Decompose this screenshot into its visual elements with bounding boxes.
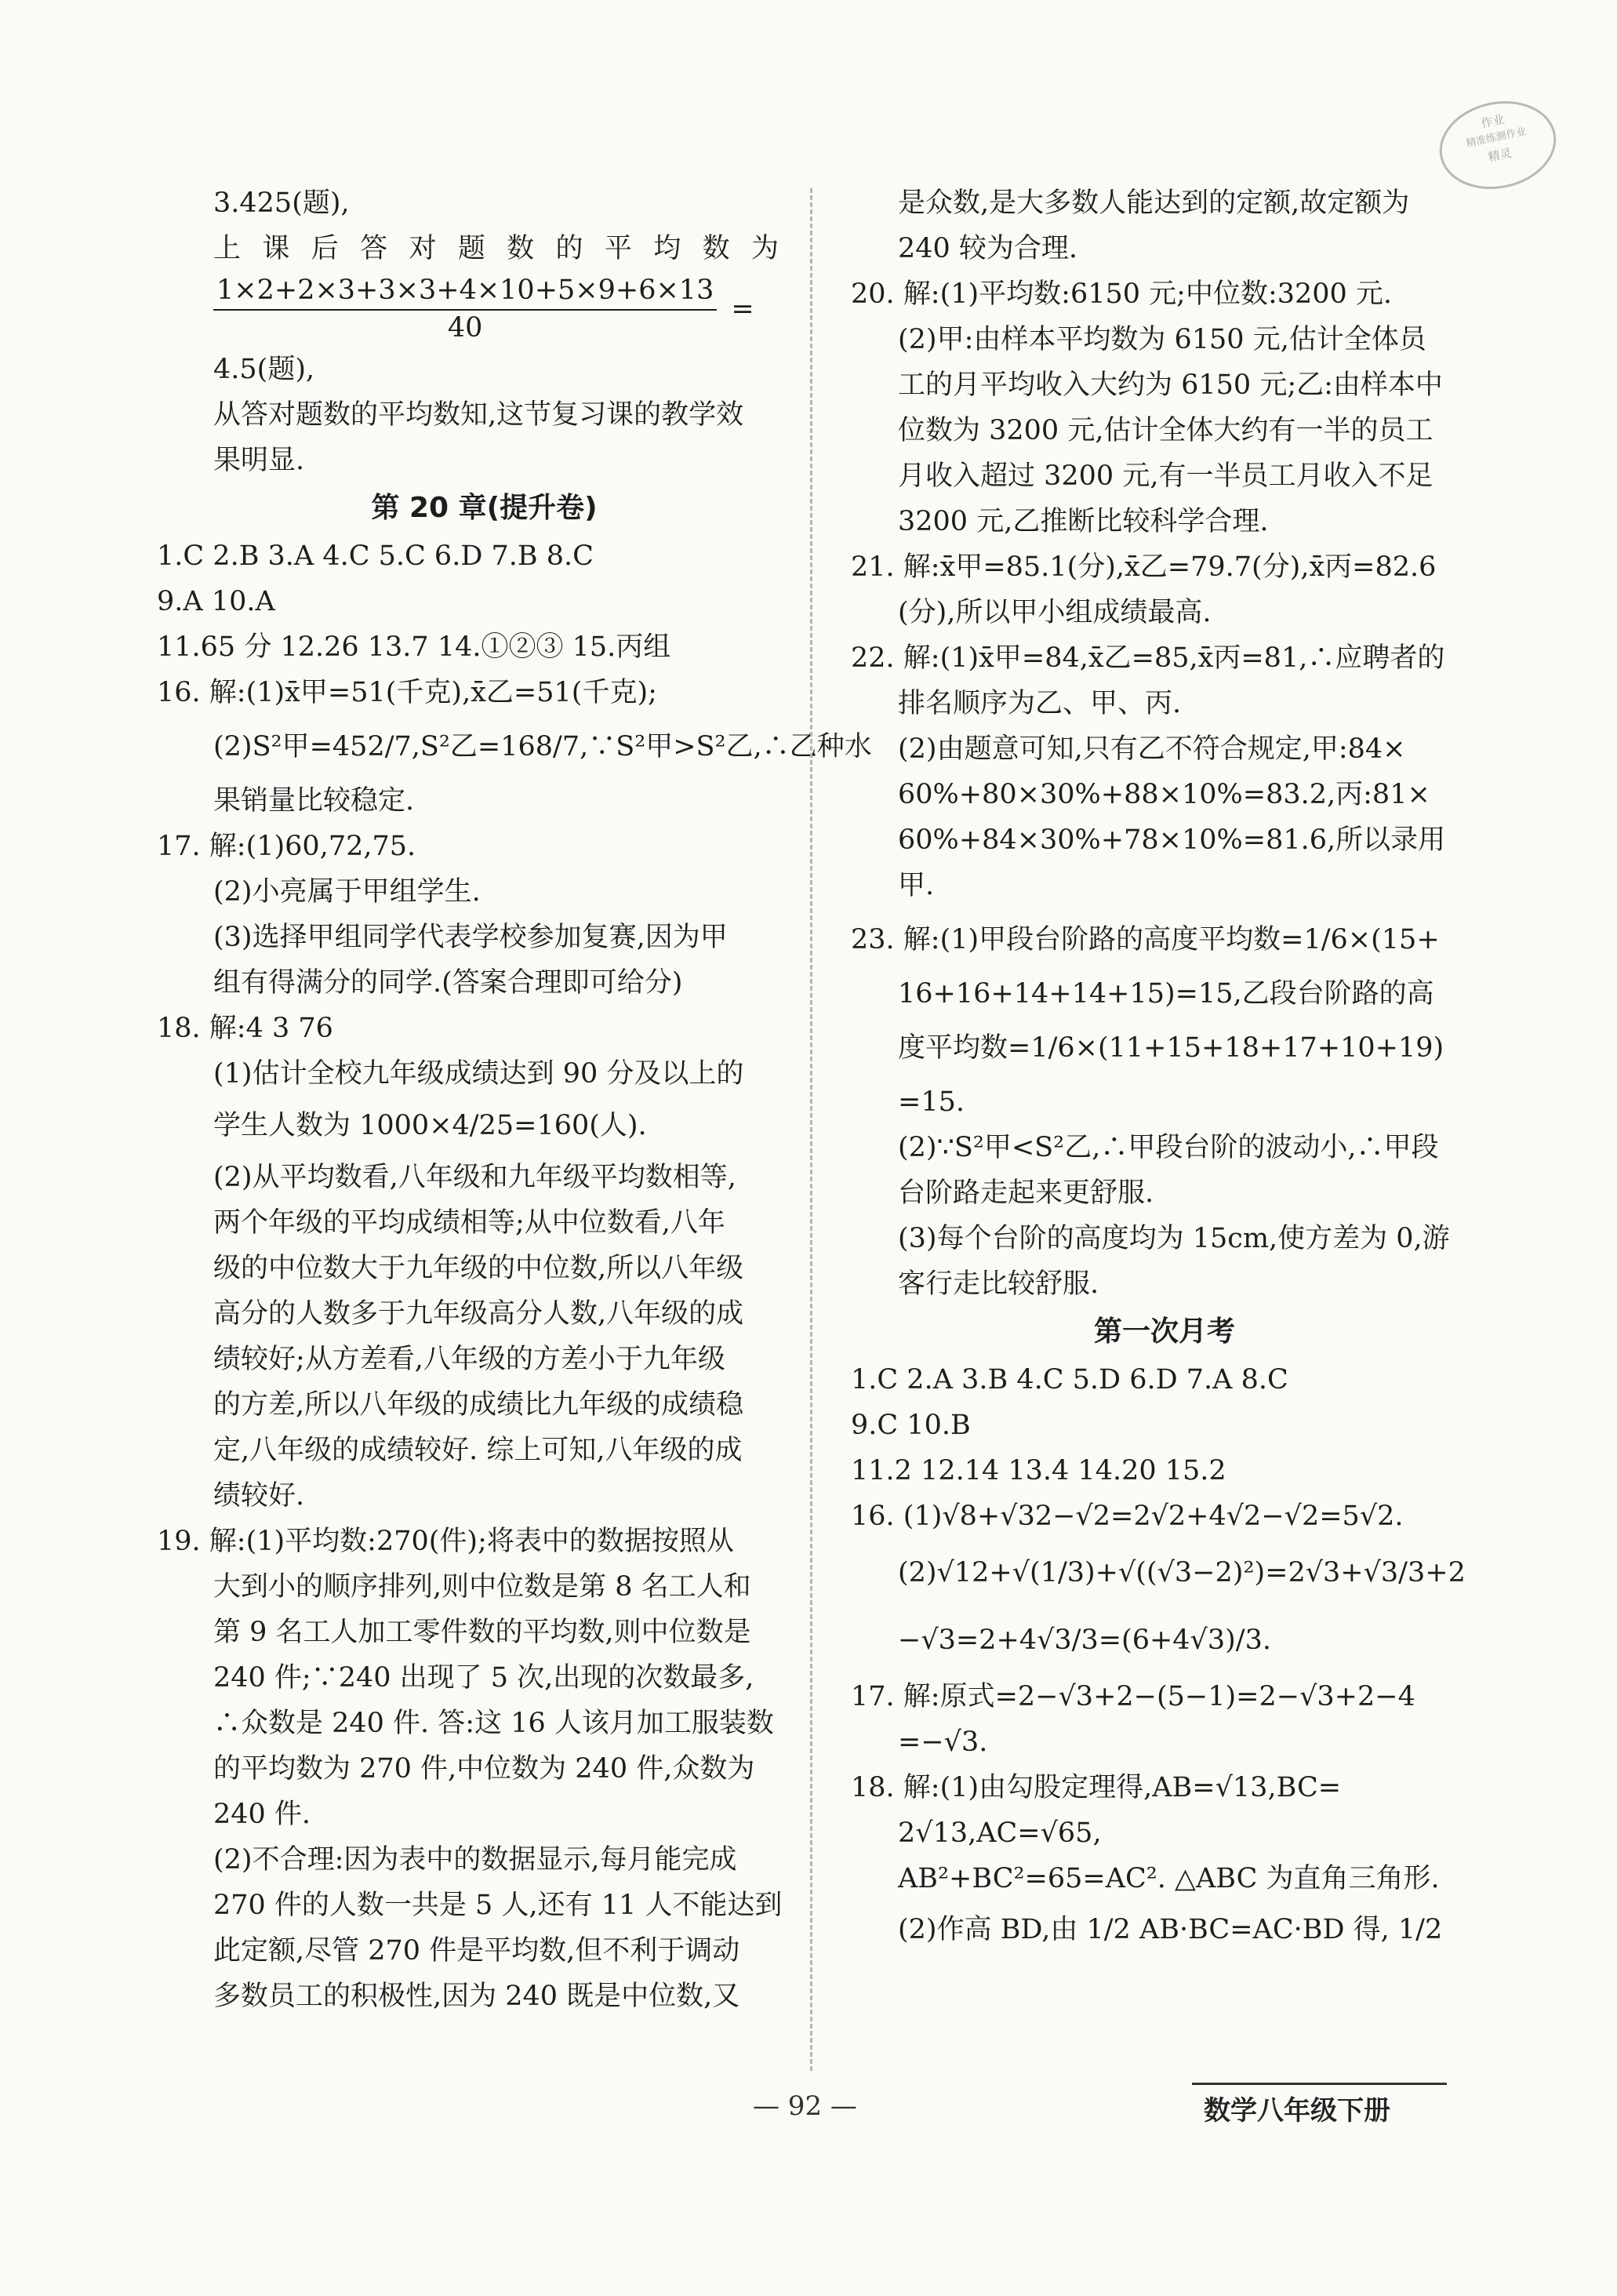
text-line: (2)甲:由样本平均数为 6150 元,估计全体员 [898,324,1426,355]
fraction-numerator: 1×2+2×3+3×3+4×10+5×9+6×13 [213,273,717,311]
text-line: 240 件. [213,1799,311,1830]
text-line: 果明显. [213,445,305,476]
question-17: 17. 解:(1)60,72,75. [157,831,416,862]
book-title: 数学八年级下册 [1204,2095,1390,2127]
answer-row: 11.2 12.14 13.4 14.20 15.2 [851,1455,1226,1486]
text-line: (2)√12+√(1/3)+√((√3−2)²)=2√3+√3/3+2 [898,1557,1466,1588]
answer-row: 1.C 2.A 3.B 4.C 5.D 6.D 7.A 8.C [851,1364,1288,1395]
question-20: 20. 解:(1)平均数:6150 元;中位数:3200 元. [851,278,1393,310]
text-line: ∴众数是 240 件. 答:这 16 人该月加工服装数 [213,1708,774,1739]
page-number: — 92 — [753,2090,857,2122]
text-line: (3)每个台阶的高度均为 15cm,使方差为 0,游 [898,1223,1450,1254]
text-line: 位数为 3200 元,估计全体大约有一半的员工 [898,415,1433,446]
text-line: 是众数,是大多数人能达到的定额,故定额为 [898,187,1410,219]
answer-row: 9.A 10.A [157,586,275,617]
text-line: (2)不合理:因为表中的数据显示,每月能完成 [213,1844,737,1876]
text-line: 台阶路走起来更舒服. [898,1177,1154,1209]
text-line: 学生人数为 1000×4/25=160(人). [213,1110,647,1141]
text-line: 高分的人数多于九年级高分人数,八年级的成 [213,1298,744,1330]
text-line: 第 9 名工人加工零件数的平均数,则中位数是 [213,1617,751,1648]
text-line: 上 课 后 答 对 题 数 的 平 均 数 为 [213,233,780,264]
text-line: 度平均数=1/6×(11+15+18+17+10+19) [898,1032,1444,1064]
fraction-denominator: 40 [447,312,483,344]
text-line: 2√13,AC=√65, [898,1818,1102,1849]
text-line: −√3=2+4√3/3=(6+4√3)/3. [898,1625,1271,1656]
text-line: (分),所以甲小组成绩最高. [898,597,1212,628]
text-line: 16+16+14+14+15)=15,乙段台阶路的高 [898,978,1434,1010]
text-line: 两个年级的平均成绩相等;从中位数看,八年 [213,1207,725,1239]
answer-row: 1.C 2.B 3.A 4.C 5.C 6.D 7.B 8.C [157,540,594,572]
text-line: 大到小的顺序排列,则中位数是第 8 名工人和 [213,1571,751,1603]
text-line: 的方差,所以八年级的成绩比九年级的成绩稳 [213,1389,744,1421]
answer-row: 11.65 分 12.26 13.7 14.①②③ 15.丙组 [157,631,671,663]
text-line: =−√3. [898,1727,988,1758]
text-line: 绩较好. [213,1480,305,1512]
section-title-first-monthly-exam: 第一次月考 [1093,1315,1235,1348]
text-line: (3)选择甲组同学代表学校参加复赛,因为甲 [213,922,728,953]
stamp-seal: 作业 精准练测作业 精灵 [1431,91,1564,200]
text-line: 甲. [898,870,935,901]
question-21: 21. 解:x̄甲=85.1(分),x̄乙=79.7(分),x̄丙=82.6 [851,551,1437,583]
text-line: (2)∵S²甲<S²乙,∴甲段台阶的波动小,∴甲段 [898,1132,1439,1163]
text-line: 4.5(题), [213,354,315,385]
text-line: 定,八年级的成绩较好. 综上可知,八年级的成 [213,1435,743,1466]
text-line: AB²+BC²=65=AC². △ABC 为直角三角形. [898,1863,1440,1894]
text-line: 客行走比较舒服. [898,1268,1099,1300]
question-22: 22. 解:(1)x̄甲=84,x̄乙=85,x̄丙=81,∴应聘者的 [851,642,1445,674]
question-19: 19. 解:(1)平均数:270(件);将表中的数据按照从 [157,1526,734,1557]
question-17: 17. 解:原式=2−√3+2−(5−1)=2−√3+2−4 [851,1681,1415,1712]
text-line: 240 较为合理. [898,233,1078,264]
answer-row: 9.C 10.B [851,1410,971,1441]
text-line: 从答对题数的平均数知,这节复习课的教学效 [213,399,744,431]
text-line: 240 件;∵240 出现了 5 次,出现的次数最多, [213,1662,754,1694]
text-line: (2)由题意可知,只有乙不符合规定,甲:84× [898,733,1406,765]
text-line: (2)从平均数看,八年级和九年级平均数相等, [213,1162,736,1193]
question-18: 18. 解:4 3 76 [157,1013,333,1044]
fraction-expression [157,271,780,347]
text-line: 月收入超过 3200 元,有一半员工月收入不足 [898,460,1433,492]
text-line: 的平均数为 270 件,中位数为 240 件,众数为 [213,1753,755,1785]
text-line: (2)作高 BD,由 1/2 AB·BC=AC·BD 得, 1/2 [898,1914,1443,1945]
footer-rule [1192,2083,1447,2085]
text-line: 组有得满分的同学.(答案合理即可给分) [213,967,683,999]
text-line: 工的月平均收入大约为 6150 元;乙:由样本中 [898,369,1443,401]
text-line: (1)估计全校九年级成绩达到 90 分及以上的 [213,1058,744,1090]
text-line: 多数员工的积极性,因为 240 既是中位数,又 [213,1981,740,2012]
text-line: 此定额,尽管 270 件是平均数,但不利于调动 [213,1935,740,1967]
text-line: 果销量比较稳定. [213,785,415,817]
question-16: 16. 解:(1)x̄甲=51(千克),x̄乙=51(千克); [157,677,657,708]
text-line: 排名顺序为乙、甲、丙. [898,688,1182,719]
section-title-chapter20: 第 20 章(提升卷) [371,492,598,524]
left-column [157,180,872,2019]
question-18: 18. 解:(1)由勾股定理得,AB=√13,BC= [851,1772,1342,1803]
column-divider [810,188,812,2071]
text-line: (2)小亮属于甲组学生. [213,876,481,908]
equals-sign: = [731,293,754,325]
text-line: 60%+80×30%+88×10%=83.2,丙:81× [898,779,1430,810]
text-line: =15. [898,1086,965,1118]
text-line: 3.425(题), [213,187,350,219]
text-line: 3200 元,乙推断比较科学合理. [898,506,1269,537]
text-line: 绩较好;从方差看,八年级的方差小于九年级 [213,1344,725,1375]
right-column [851,180,1466,1958]
text-line: (2)S²甲=452/7,S²乙=168/7,∵S²甲>S²乙,∴乙种水 [213,731,872,762]
text-line: 级的中位数大于九年级的中位数,所以八年级 [213,1253,744,1284]
question-23: 23. 解:(1)甲段台阶路的高度平均数=1/6×(15+ [851,924,1440,955]
text-line: 270 件的人数一共是 5 人,还有 11 人不能达到 [213,1890,783,1921]
text-line: 60%+84×30%+78×10%=81.6,所以录用 [898,824,1446,856]
question-16: 16. (1)√8+√32−√2=2√2+4√2−√2=5√2. [851,1501,1404,1532]
